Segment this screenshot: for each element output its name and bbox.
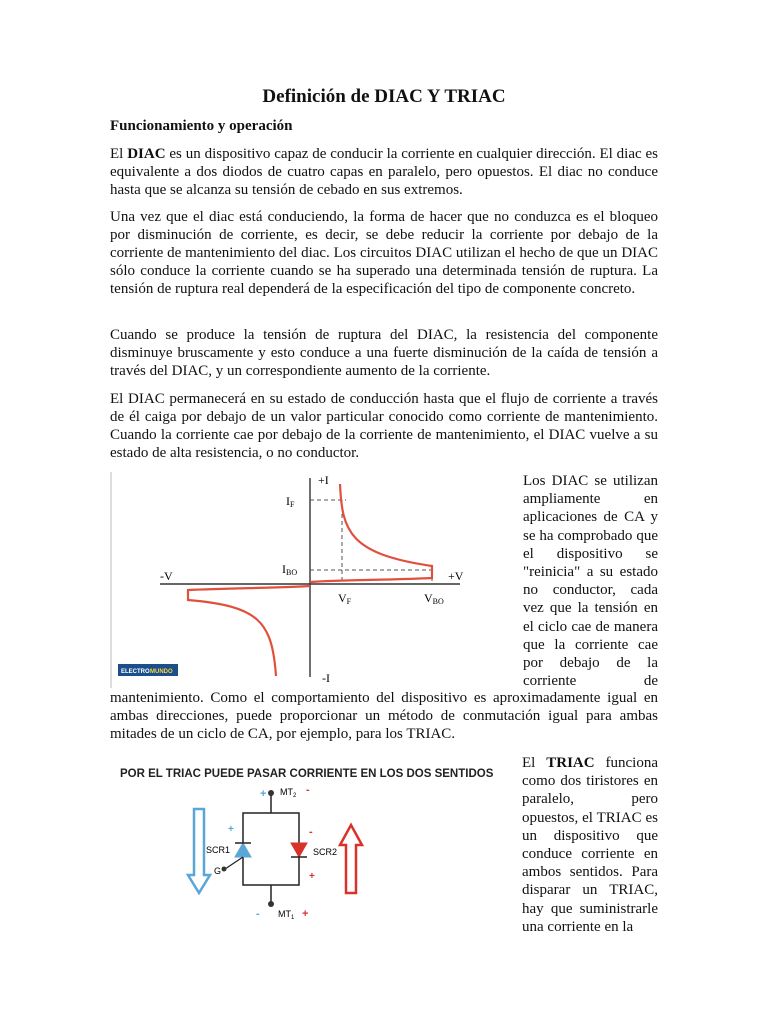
ibo-subscript: BO (286, 568, 298, 577)
triac-circuit-figure (110, 757, 510, 927)
paragraph-diac-applications: Los DIAC se utilizan ampliamente en aplicaciones de CA y se ha comprobado que el dispositivo se "reinicia" a su estado no conductor, cada vez que la tensión en el ciclo cae de manera que la corriente cae por debajo de la corriente de (523, 473, 658, 690)
scr2-minus-sign: - (309, 826, 313, 838)
vf-subscript: F (346, 597, 352, 606)
gate-terminal (222, 867, 227, 872)
paragraph-breakdown: Cuando se produce la tensión de ruptura del DIAC, la resistencia del componente disminuye bruscamente y esto conduce a una fuerte disminución de la caída de tensión a través del DIAC, y un correspondiente aumento de la corriente. (110, 327, 658, 379)
mt1-subscript: 1 (291, 915, 295, 921)
logo-text-b: MUNDO (150, 669, 173, 675)
plus-i-label: +I (318, 473, 329, 487)
mt2-subscript: 2 (293, 793, 297, 799)
p1-lead: El (110, 146, 128, 162)
paragraph-triac (522, 754, 658, 936)
if-subscript: F (290, 500, 295, 509)
scr2-plus-sign: + (309, 871, 315, 882)
vbo-subscript: BO (432, 597, 444, 606)
p6-body: funciona como dos tiristores en paralelo, pero opuestos, el TRIAC es un dispositivo que conduce corriente en ambos sentidos. Para disparar un TRIAC, hay que suministrarle una corriente en la (522, 755, 658, 935)
paragraph-holding: El DIAC permanecerá en su estado de conducción hasta que el flujo de corriente a través de él caiga por debajo de un valor particular conocido como corriente de mantenimiento. Cuando la corriente cae por debajo de la corriente de mantenimiento, el DIAC vuelve a su estado de alta resistencia, o no conductor. (110, 391, 658, 461)
mt1-main: MT (278, 909, 291, 919)
logo-text-a: ELECTRO (121, 669, 150, 675)
diac-characteristic-graph (110, 472, 510, 688)
paragraph-diac-intro (110, 145, 658, 199)
vf-main: V (338, 591, 347, 605)
electromundo-logo (118, 664, 178, 676)
scr1-label: SCR1 (206, 845, 231, 855)
p1-bold-term: DIAC (127, 146, 166, 162)
triac-banner: POR EL TRIAC PUEDE PASAR CORRIENTE EN LOS DOS SENTIDOS (120, 768, 494, 780)
ibo-main: I (282, 562, 286, 576)
mt2-minus-sign: - (306, 784, 310, 796)
paragraph-blocking: Una vez que el diac está conduciendo, la forma de hacer que no conduzca es el bloqueo por disminución de corriente, es decir, se debe reducir la corriente por debajo de la corriente de mantenimiento del diac. Los circuitos DIAC utilizan el hecho de que un DIAC sólo conduce la corriente cuando se ha superado una determinada tensión de ruptura. La tensión de ruptura real dependerá de la especificación del tipo de componente concreto. (110, 209, 658, 297)
mt2-main: MT (280, 787, 293, 797)
gate-label: G (214, 866, 222, 876)
paragraph-applications-continued: mantenimiento. Como el comportamiento del dispositivo es aproximadamente igual en ambas direcciones, puede proporcionar un método de conmutación igual para ambas mitades de un ciclo de CA, por ejemplo, para los TRIAC. (110, 690, 658, 742)
scr1-plus-sign: + (228, 824, 234, 835)
mt1-plus-sign: + (302, 908, 309, 920)
mt1-minus-sign: - (256, 908, 260, 920)
mt2-plus-sign: + (260, 788, 267, 800)
page-title: Definición de DIAC Y TRIAC (262, 86, 506, 107)
minus-v-label: -V (160, 569, 173, 583)
if-main: I (286, 494, 290, 508)
p6-lead: El (522, 755, 547, 771)
p1-body: es un dispositivo capaz de conducir la corriente en cualquier dirección. El diac es equivalente a dos diodos de cuatro capas en paralelo, pero opuestos. El diac no conduce hasta que se alcanza su tensión de cebado en sus extremos. (110, 146, 658, 198)
section-heading: Funcionamiento y operación (110, 118, 293, 134)
p6-bold-term: TRIAC (546, 755, 595, 771)
mt1-terminal (268, 901, 274, 907)
minus-i-label: -I (322, 671, 330, 685)
plus-v-label: +V (448, 569, 464, 583)
triac-figure-background (110, 757, 510, 927)
scr2-label: SCR2 (313, 847, 338, 857)
vbo-main: V (424, 591, 433, 605)
